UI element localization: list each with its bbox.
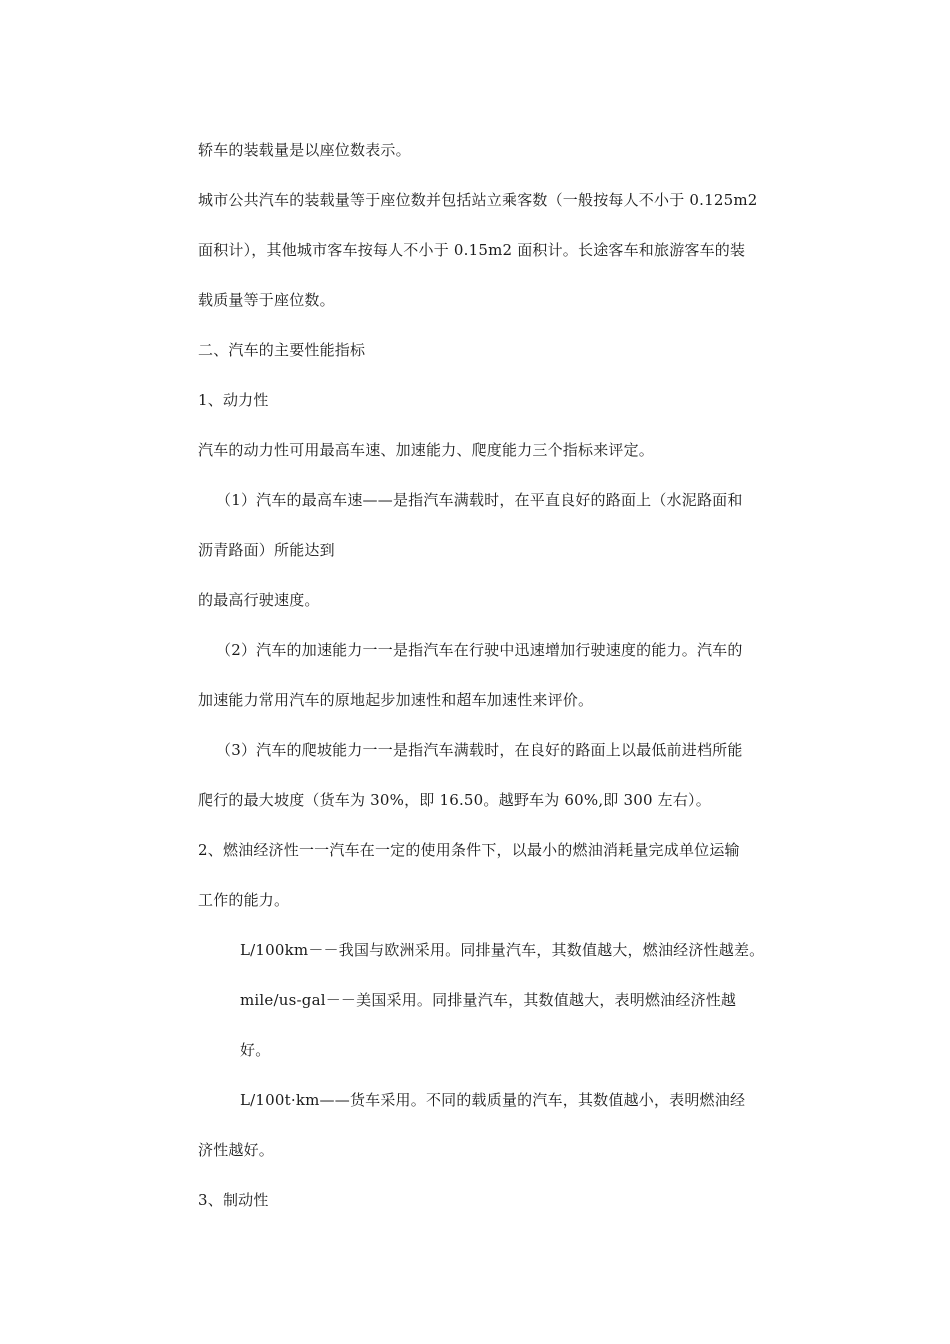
text-line-mile-per-gal-cont: 好。 [240, 1041, 271, 1059]
text-line-other-bus: 面积计），其他城市客车按每人不小于 0.15m2 面积计。长途客车和旅游客车的装 [198, 241, 746, 259]
subheading-braking: 3、制动性 [198, 1191, 269, 1209]
text-line-dynamics-intro: 汽车的动力性可用最高车速、加速能力、爬度能力三个指标来评定。 [198, 441, 655, 459]
text-line-l-per-100tkm: L/100t·km——货车采用。不同的载质量的汽车，其数值越小，表明燃油经 [240, 1091, 746, 1109]
text-line-climbing: （3）汽车的爬坡能力一一是指汽车满载时，在良好的路面上以最低前进档所能 [216, 741, 743, 759]
text-line-fuel-economy-cont: 工作的能力。 [198, 891, 290, 909]
text-line-max-speed-end: 的最高行驶速度。 [198, 591, 320, 609]
text-line-max-speed-cont: 沥青路面）所能达到 [198, 541, 335, 559]
section-heading-performance: 二、汽车的主要性能指标 [198, 341, 366, 359]
text-line-mile-per-gal: mile/us-gal－－美国采用。同排量汽车，其数值越大，表明燃油经济性越 [240, 991, 737, 1009]
text-line-climbing-cont: 爬行的最大坡度（货车为 30%，即 16.50。越野车为 60%,即 300 左右）。 [198, 791, 711, 809]
text-line-load-mass: 载质量等于座位数。 [198, 291, 335, 309]
text-line-l-per-100km: L/100km－－我国与欧洲采用。同排量汽车，其数值越大，燃油经济性越差。 [240, 941, 765, 959]
text-line-acceleration-cont: 加速能力常用汽车的原地起步加速性和超车加速性来评价。 [198, 691, 594, 709]
subheading-fuel-economy: 2、燃油经济性一一汽车在一定的使用条件下，以最小的燃油消耗量完成单位运输 [198, 841, 740, 859]
subheading-dynamics: 1、动力性 [198, 391, 269, 409]
text-line-bus-capacity: 城市公共汽车的装载量等于座位数并包括站立乘客数（一般按每人不小于 0.125m2 [198, 191, 758, 209]
text-line-max-speed: （1）汽车的最高车速——是指汽车满载时，在平直良好的路面上（水泥路面和 [216, 491, 743, 509]
text-line-acceleration: （2）汽车的加速能力一一是指汽车在行驶中迅速增加行驶速度的能力。汽车的 [216, 641, 743, 659]
text-line-sedan-capacity: 轿车的装载量是以座位数表示。 [198, 141, 411, 159]
text-line-l-per-100tkm-cont: 济性越好。 [198, 1141, 275, 1159]
